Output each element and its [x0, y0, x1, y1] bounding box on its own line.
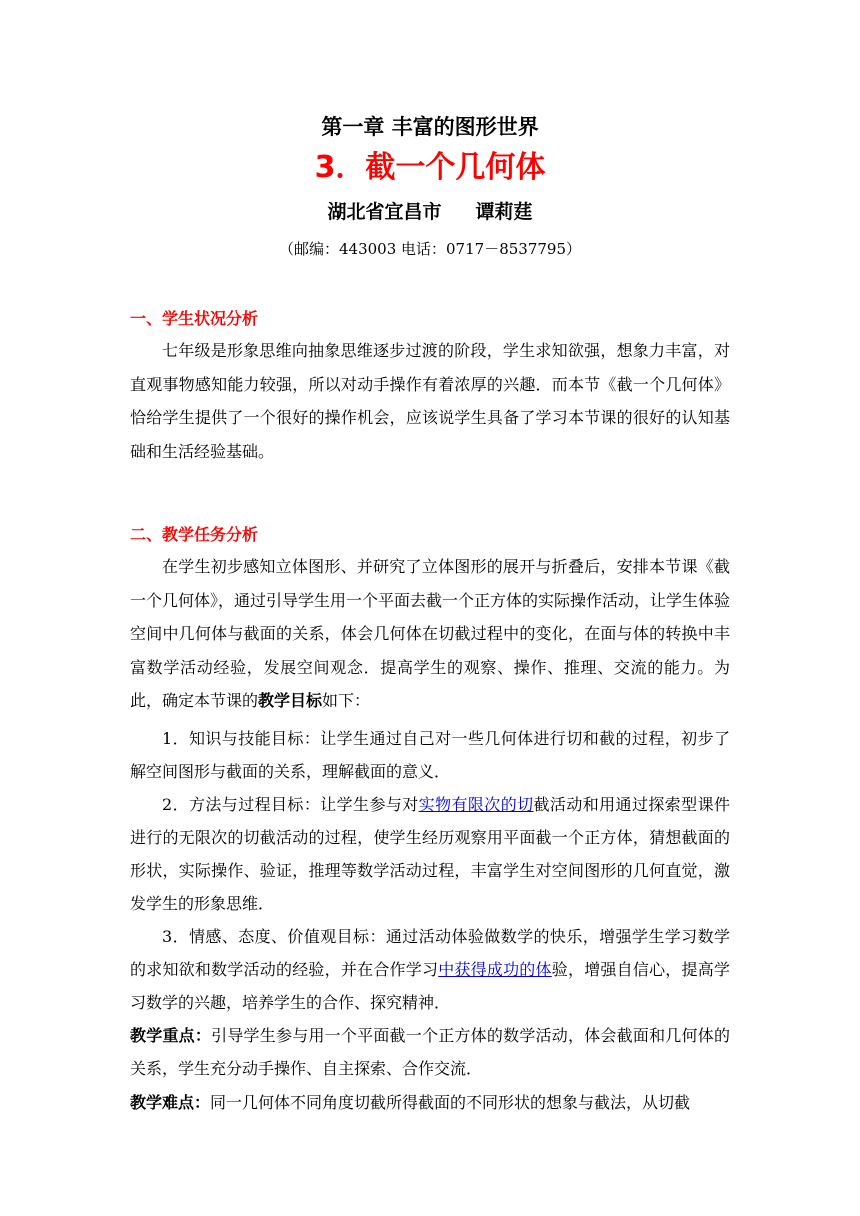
author-location: 湖北省宜昌市	[327, 201, 442, 223]
goal-method	[130, 788, 730, 920]
lesson-title: 3．截一个几何体	[314, 150, 546, 185]
key-point-text: 引导学生参与用一个平面截一个正方体的数学活动，体会截面和几何体的关系，学生充分动手操作、自主探索、合作交流．	[130, 1025, 730, 1078]
goal-method-link[interactable]: 实物有限次的切	[418, 794, 534, 814]
author-name: 谭莉莛	[475, 201, 533, 223]
teaching-key-point	[130, 1019, 730, 1086]
goal-emotion-text-end: 验，增强自信心，提高学习数学的兴趣，培养学生的合作、探究精神．	[130, 959, 730, 1012]
goal-emotion-text: 3．情感、态度、价值观目标：通过活动体验做数学的快乐，增强学生学习数学的求知欲和数学活动的经验，并在合作学习	[130, 926, 730, 979]
difficulty-text: 同一几何体不同角度切截所得截面的不同形状的想象与截法，从切截	[210, 1092, 691, 1112]
task-analysis-paragraph	[130, 550, 730, 718]
author-line	[130, 196, 730, 228]
goal-method-text-end: 截活动和用通过探索型课件进行的无限次的切截活动的过程，使学生经历观察用平面截一个正方体，猜想截面的形状，实际操作、验证，推理等数学活动过程，丰富学生对空间图形的几何直觉，激发学生的形象思维．	[130, 794, 730, 913]
task-text-end: 如下：	[322, 691, 371, 710]
contact-info: （邮编：443003 电话：0717－8537795）	[278, 240, 581, 258]
chapter-title: 第一章 丰富的图形世界	[321, 115, 539, 139]
section-heading-task-analysis: 二、教学任务分析	[130, 525, 259, 544]
goal-method-text: 2．方法与过程目标：让学生参与对	[162, 794, 419, 814]
goals-list	[130, 722, 730, 1019]
section-heading-student-analysis: 一、学生状况分析	[130, 309, 259, 328]
goal-knowledge: 1．知识与技能目标：让学生通过自己对一些几何体进行切和截的过程，初步了解空间图形与截面的关系，理解截面的意义．	[130, 728, 730, 781]
student-analysis-paragraph: 七年级是形象思维向抽象思维逐步过渡的阶段，学生求知欲强，想象力丰富，对直观事物感知能力较强，所以对动手操作有着浓厚的兴趣．而本节《截一个几何体》恰给学生提供了一个很好的操作机会，应该说学生具备了学习本节课的很好的认知基础和生活经验基础。	[130, 341, 730, 461]
difficulty-label: 教学难点：	[130, 1092, 211, 1112]
task-text: 在学生初步感知立体图形、并研究了立体图形的展开与折叠后，安排本节课《截一个几何体》，通过引导学生用一个平面去截一个正方体的实际操作活动，让学生体验空间中几何体与截面的关系，体会几何体在切截过程中的变化，在面与体的转换中丰富数学活动经验，发展空间观念．提高学生的观察、操作、推理、交流的能力。为此，确定本节课的	[130, 557, 731, 710]
goal-emotion	[130, 920, 730, 1019]
teaching-goals-bold: 教学目标	[258, 691, 323, 710]
teaching-difficulty	[130, 1086, 730, 1120]
goal-emotion-link[interactable]: 中获得成功的体	[438, 959, 552, 979]
key-point-label: 教学重点：	[130, 1025, 212, 1045]
